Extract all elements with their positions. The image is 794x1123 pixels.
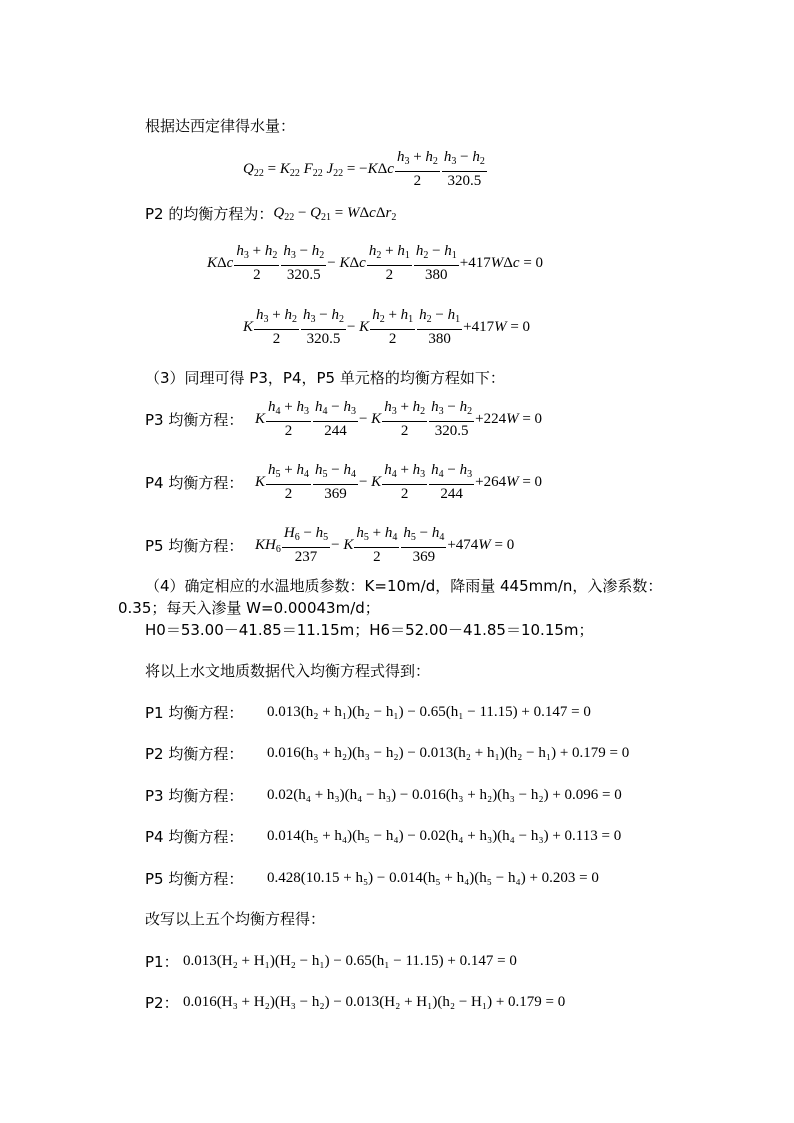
darcy-intro-text: 根据达西定律得水量： <box>145 117 296 135</box>
p2-equation-expanded: KΔc $\frac{h_3 + h_2}{2}$ $\frac{h_3 - h_2}{320.5}$ − KΔc $\frac{h_2 + h_1}{2}$ $\frac{h_2 - h_1}{380}$ +417WΔc = 0 <box>207 243 544 283</box>
rewrite-text: 改写以上五个均衡方程得： <box>145 910 326 928</box>
p2-balance-definition: P2 的均衡方程为： $Q_{22} - Q_{21} = W\Delta c\Delta r_2$ <box>145 204 397 223</box>
substitute-text: 将以上水文地质数据代入均衡方程式得到： <box>145 662 431 680</box>
rewritten-p1-row <box>145 951 517 972</box>
numeric-p5-label: P5 均衡方程： <box>145 870 244 888</box>
step4-line1: （4）确定相应的水温地质参数：K=10m/d，降雨量 445mm/n，入渗系数： <box>145 577 663 595</box>
numeric-p2-row <box>145 743 629 764</box>
rewritten-p1-label: P1： <box>145 953 179 971</box>
numeric-p5-row <box>145 868 599 889</box>
rewritten-p2-label: P2： <box>145 994 179 1012</box>
p5-equation: P5 均衡方程： $KH_6$ $\frac{H_6 - h_5}{237}$ − K $\frac{h_5 + h_4}{2}$ $\frac{h_5 - h_4}{369}$ +474W = 0 <box>145 525 515 565</box>
numeric-p1-equation: 0.013(h₂ + h₁)(h₂ − h₁) − 0.65(h₁ − 11.15) + 0.147 = 0 <box>267 704 591 720</box>
numeric-p1-label: P1 均衡方程： <box>145 704 244 722</box>
numeric-p3-label: P3 均衡方程： <box>145 787 244 805</box>
rewritten-p2-equation: 0.016(H₃ + H₂)(H₃ − h₂) − 0.013(H₂ + H₁)(h₂ − H₁) + 0.179 = 0 <box>183 994 566 1010</box>
numeric-p4-row <box>145 826 621 847</box>
rewritten-p1-equation: 0.013(H₂ + H₁)(H₂ − h₁) − 0.65(h₁ − 11.15) + 0.147 = 0 <box>183 953 517 969</box>
numeric-p3-row <box>145 785 622 806</box>
p5-label: P5 均衡方程： <box>145 537 244 555</box>
p4-label: P4 均衡方程： <box>145 474 244 492</box>
numeric-p5-equation: 0.428(10.15 + h₅) − 0.014(h₅ + h₄)(h₅ − h₄) + 0.203 = 0 <box>267 870 599 886</box>
numeric-p1-row <box>145 702 591 723</box>
q22-equation: $Q_{22} = K_{22}$ $F_{22}$ $J_{22} = -K\Delta c$ $\frac{h_3 + h_2}{2}$ $\frac{h_3 - h_2}{320.5}$ <box>243 149 485 189</box>
numeric-p3-equation: 0.02(h₄ + h₃)(h₄ − h₃) − 0.016(h₃ + h₂)(h₃ − h₂) + 0.096 = 0 <box>267 787 622 803</box>
p4-equation: P4 均衡方程： K $\frac{h_5 + h_4}{2}$ $\frac{h_5 - h_4}{369}$ − K $\frac{h_4 + h_3}{2}$ $\frac{h_4 - h_3}{244}$ +264W = 0 <box>145 462 543 502</box>
numeric-p2-equation: 0.016(h₃ + h₂)(h₃ − h₂) − 0.013(h₂ + h₁)(h₂ − h₁) + 0.179 = 0 <box>267 745 630 761</box>
p3-equation: P3 均衡方程： K $\frac{h_4 + h_3}{2}$ $\frac{h_4 - h_3}{244}$ − K $\frac{h_3 + h_2}{2}$ $\frac{h_3 - h_2}{320.5}$ +224W = 0 <box>145 399 543 439</box>
p2-balance-prefix: P2 的均衡方程为： <box>145 205 274 223</box>
p3-label: P3 均衡方程： <box>145 411 244 429</box>
step3-text: （3）同理可得 P3，P4，P5 单元格的均衡方程如下： <box>145 369 505 387</box>
numeric-p2-label: P2 均衡方程： <box>145 745 244 763</box>
numeric-p4-label: P4 均衡方程： <box>145 828 244 846</box>
numeric-p4-equation: 0.014(h₅ + h₄)(h₅ − h₄) − 0.02(h₄ + h₃)(h₄ − h₃) + 0.113 = 0 <box>267 828 622 844</box>
step4-line3: H0＝53.00－41.85＝11.15m；H6＝52.00－41.85＝10.15m； <box>145 621 594 639</box>
p2-equation-simplified: K $\frac{h_3 + h_2}{2}$ $\frac{h_3 - h_2}{320.5}$ − K $\frac{h_2 + h_1}{2}$ $\frac{h_2 - h_1}{380}$ +417W = 0 <box>243 307 531 347</box>
rewritten-p2-row <box>145 992 565 1013</box>
step4-line2: 0.35；每天入渗量 W=0.00043m/d； <box>118 599 380 617</box>
